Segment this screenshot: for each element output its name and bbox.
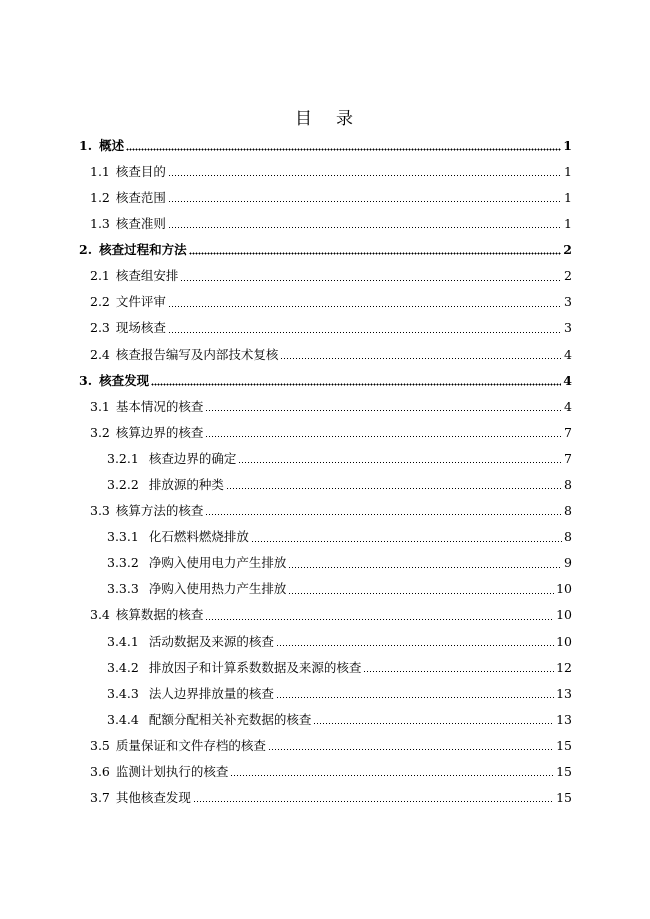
toc-title-char-2: 录 bbox=[336, 109, 355, 129]
toc-entry-3-4-4[interactable] bbox=[79, 707, 572, 733]
toc-entry-title: 基本情况的核查 bbox=[115, 398, 204, 414]
toc-dot-leader bbox=[168, 219, 562, 229]
toc-entry-number: 3.7 bbox=[90, 790, 110, 806]
toc-entry-number: 2.1 bbox=[90, 268, 110, 284]
toc-entry-1[interactable] bbox=[79, 133, 572, 159]
toc-entry-title: 核算数据的核查 bbox=[115, 607, 204, 623]
toc-entry-3-4-1[interactable] bbox=[79, 629, 572, 655]
toc-entry-page: 4 bbox=[564, 346, 572, 362]
toc-entry-title: 概述 bbox=[99, 137, 125, 153]
toc-dot-leader bbox=[268, 741, 554, 751]
toc-entry-number: 1.1 bbox=[90, 163, 110, 179]
toc-entry-title: 配额分配相关补充数据的核查 bbox=[148, 711, 312, 727]
toc-entry-page: 4 bbox=[563, 372, 572, 388]
toc-entry-title: 核查目的 bbox=[115, 163, 166, 179]
toc-entry-number: 1.3 bbox=[90, 216, 110, 232]
toc-dot-leader bbox=[363, 663, 554, 673]
toc-entry-page: 10 bbox=[556, 581, 572, 597]
toc-entry-1-3[interactable] bbox=[79, 211, 572, 237]
toc-entry-number: 3.4.4 bbox=[107, 711, 139, 727]
toc-entry-title: 化石燃料燃烧排放 bbox=[148, 529, 249, 545]
toc-dot-leader bbox=[193, 793, 554, 803]
toc-entry-title: 净购入使用电力产生排放 bbox=[148, 555, 287, 571]
toc-entry-page: 13 bbox=[556, 711, 572, 727]
toc-entry-title: 排放因子和计算系数数据及来源的核查 bbox=[148, 659, 362, 675]
toc-title bbox=[0, 104, 650, 129]
toc-entry-3-7[interactable] bbox=[79, 785, 572, 811]
toc-entry-number: 3.6 bbox=[90, 764, 110, 780]
toc-dot-leader bbox=[180, 272, 562, 282]
toc-entry-page: 2 bbox=[563, 242, 572, 258]
toc-entry-1-1[interactable] bbox=[79, 159, 572, 185]
toc-entry-title: 核查报告编写及内部技术复核 bbox=[115, 346, 279, 362]
toc-dot-leader bbox=[251, 533, 562, 543]
toc-entry-number: 3.2.1 bbox=[107, 450, 139, 466]
toc-entry-3-3-1[interactable] bbox=[79, 524, 572, 550]
toc-entry-title: 其他核查发现 bbox=[115, 790, 191, 806]
toc-entry-title: 监测计划执行的核查 bbox=[115, 764, 229, 780]
toc-entry-page: 8 bbox=[564, 503, 572, 519]
toc-dot-leader bbox=[238, 454, 562, 464]
toc-dot-leader bbox=[205, 506, 562, 516]
toc-entry-page: 10 bbox=[556, 607, 572, 623]
toc-entry-number: 1. bbox=[79, 137, 93, 153]
toc-entry-page: 1 bbox=[564, 163, 572, 179]
toc-entry-number: 3.3.3 bbox=[107, 581, 139, 597]
toc-entry-2-2[interactable] bbox=[79, 290, 572, 316]
toc-entry-title: 核查组安排 bbox=[115, 268, 179, 284]
table-of-contents bbox=[79, 133, 572, 811]
toc-dot-leader bbox=[226, 480, 562, 490]
toc-entry-page: 3 bbox=[564, 294, 572, 310]
toc-dot-leader bbox=[313, 715, 554, 725]
toc-dot-leader bbox=[288, 585, 554, 595]
toc-entry-page: 15 bbox=[556, 764, 572, 780]
toc-entry-title: 排放源的种类 bbox=[148, 477, 224, 493]
toc-entry-title: 法人边界排放量的核查 bbox=[148, 685, 274, 701]
toc-entry-number: 2. bbox=[79, 242, 93, 258]
toc-entry-title: 核查边界的确定 bbox=[148, 450, 237, 466]
toc-entry-title: 净购入使用热力产生排放 bbox=[148, 581, 287, 597]
toc-entry-title: 核查准则 bbox=[115, 216, 166, 232]
toc-dot-leader bbox=[205, 428, 562, 438]
toc-entry-page: 13 bbox=[556, 685, 572, 701]
toc-dot-leader bbox=[280, 350, 562, 360]
toc-entry-page: 12 bbox=[556, 659, 572, 675]
toc-entry-title: 核算边界的核查 bbox=[115, 424, 204, 440]
toc-entry-number: 3. bbox=[79, 372, 93, 388]
toc-entry-3-4[interactable] bbox=[79, 603, 572, 629]
toc-dot-leader bbox=[230, 767, 554, 777]
toc-entry-page: 7 bbox=[564, 424, 572, 440]
toc-entry-2[interactable] bbox=[79, 237, 572, 263]
toc-entry-3-4-3[interactable] bbox=[79, 681, 572, 707]
toc-entry-number: 3.2.2 bbox=[107, 477, 139, 493]
toc-dot-leader bbox=[189, 245, 562, 255]
toc-dot-leader bbox=[168, 193, 562, 203]
toc-entry-page: 15 bbox=[556, 737, 572, 753]
toc-entry-page: 9 bbox=[564, 555, 572, 571]
toc-entry-number: 3.4.2 bbox=[107, 659, 139, 675]
toc-entry-number: 3.3.2 bbox=[107, 555, 139, 571]
toc-entry-3-5[interactable] bbox=[79, 733, 572, 759]
toc-entry-page: 15 bbox=[556, 790, 572, 806]
toc-entry-page: 8 bbox=[564, 477, 572, 493]
toc-entry-3-2[interactable] bbox=[79, 420, 572, 446]
toc-dot-leader bbox=[276, 689, 554, 699]
toc-entry-page: 10 bbox=[556, 633, 572, 649]
toc-entry-number: 3.3.1 bbox=[107, 529, 139, 545]
toc-entry-title: 核查发现 bbox=[99, 372, 150, 388]
toc-entry-3-2-1[interactable] bbox=[79, 446, 572, 472]
toc-entry-3-3[interactable] bbox=[79, 498, 572, 524]
toc-entry-2-3[interactable] bbox=[79, 316, 572, 342]
toc-dot-leader bbox=[126, 141, 561, 151]
toc-entry-title: 现场核查 bbox=[115, 320, 166, 336]
toc-dot-leader bbox=[151, 376, 561, 386]
toc-entry-page: 1 bbox=[564, 189, 572, 205]
toc-entry-title: 核查过程和方法 bbox=[99, 242, 187, 258]
toc-entry-title: 核算方法的核查 bbox=[115, 503, 204, 519]
toc-dot-leader bbox=[276, 637, 554, 647]
toc-entry-1-2[interactable] bbox=[79, 185, 572, 211]
toc-entry-number: 2.3 bbox=[90, 320, 110, 336]
toc-entry-number: 3.3 bbox=[90, 503, 110, 519]
toc-entry-page: 2 bbox=[564, 268, 572, 284]
toc-entry-title: 活动数据及来源的核查 bbox=[148, 633, 274, 649]
toc-dot-leader bbox=[205, 611, 554, 621]
toc-entry-page: 3 bbox=[564, 320, 572, 336]
toc-entry-number: 1.2 bbox=[90, 189, 110, 205]
toc-entry-number: 3.4 bbox=[90, 607, 110, 623]
toc-entry-page: 1 bbox=[563, 137, 572, 153]
toc-entry-number: 3.5 bbox=[90, 737, 110, 753]
toc-entry-number: 3.4.3 bbox=[107, 685, 139, 701]
toc-entry-3-3-2[interactable] bbox=[79, 551, 572, 577]
toc-entry-number: 3.2 bbox=[90, 424, 110, 440]
toc-entry-number: 2.2 bbox=[90, 294, 110, 310]
toc-entry-number: 3.4.1 bbox=[107, 633, 139, 649]
toc-entry-3[interactable] bbox=[79, 368, 572, 394]
toc-dot-leader bbox=[168, 324, 562, 334]
toc-entry-number: 2.4 bbox=[90, 346, 110, 362]
toc-entry-number: 3.1 bbox=[90, 398, 110, 414]
toc-title-char-1: 目 bbox=[295, 109, 314, 129]
toc-entry-3-6[interactable] bbox=[79, 759, 572, 785]
toc-entry-page: 7 bbox=[564, 450, 572, 466]
toc-dot-leader bbox=[168, 167, 562, 177]
toc-entry-title: 文件评审 bbox=[115, 294, 166, 310]
toc-entry-page: 1 bbox=[564, 216, 572, 232]
toc-entry-2-1[interactable] bbox=[79, 263, 572, 289]
toc-entry-2-4[interactable] bbox=[79, 342, 572, 368]
toc-entry-page: 8 bbox=[564, 529, 572, 545]
toc-dot-leader bbox=[288, 559, 562, 569]
toc-entry-page: 4 bbox=[564, 398, 572, 414]
toc-dot-leader bbox=[205, 402, 562, 412]
toc-entry-3-2-2[interactable] bbox=[79, 472, 572, 498]
toc-entry-3-4-2[interactable] bbox=[79, 655, 572, 681]
toc-dot-leader bbox=[168, 298, 562, 308]
toc-entry-3-1[interactable] bbox=[79, 394, 572, 420]
toc-entry-title: 质量保证和文件存档的核查 bbox=[115, 737, 266, 753]
toc-entry-3-3-3[interactable] bbox=[79, 577, 572, 603]
toc-entry-title: 核查范围 bbox=[115, 189, 166, 205]
